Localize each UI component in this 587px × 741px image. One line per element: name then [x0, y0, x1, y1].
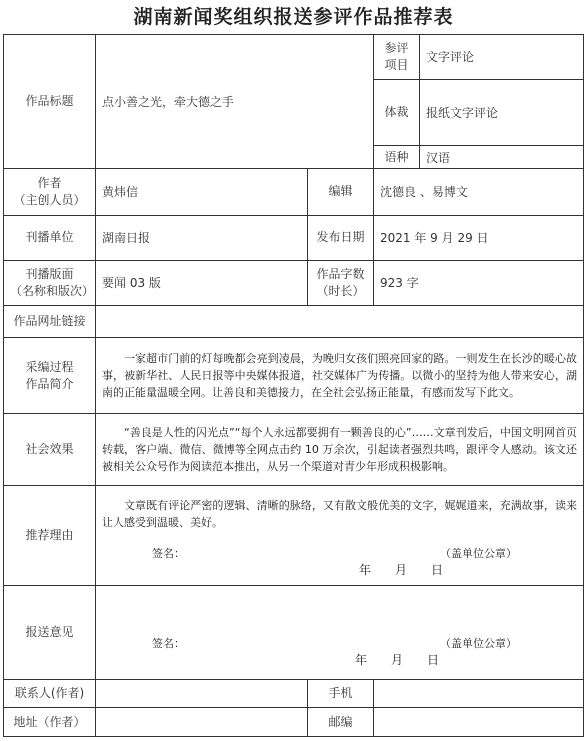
reason-block: 文章既有评论严密的逻辑、清晰的脉络，又有散文般优美的文字，娓娓道来，充满故事，读来让人感受到温暖、美好。 签名： （盖单位公章） 年 月 日 [96, 485, 584, 585]
language-label: 语种 [374, 146, 420, 168]
opinion-stamp-note: （盖单位公章） [440, 637, 518, 651]
phone-label: 手机 [308, 679, 374, 708]
editor-label: 编辑 [308, 168, 374, 215]
opinion-label: 报送意见 [4, 585, 96, 679]
reason-date: 年 月 日 [359, 563, 444, 578]
genre-label: 体裁 [374, 79, 420, 145]
url-label: 作品网址链接 [4, 305, 96, 338]
page-value: 要闻 03 版 [96, 260, 308, 305]
genre-value: 报纸文字评论 [420, 79, 584, 145]
publish-date-label: 发布日期 [308, 215, 374, 260]
publish-date-value: 2021 年 9 月 29 日 [374, 215, 584, 260]
publisher-label: 刊播单位 [4, 215, 96, 260]
postcode-label: 邮编 [308, 708, 374, 737]
opinion-block [96, 585, 584, 679]
publisher-value: 湖南日报 [96, 215, 308, 260]
address-value[interactable] [96, 708, 308, 737]
postcode-value[interactable] [374, 708, 584, 737]
address-label: 地址（作者） [4, 708, 96, 737]
opinion-sign-label: 签名： [152, 637, 185, 651]
process-text: 一家超市门前的灯每晚都会亮到凌晨，为晚归女孩们照亮回家的路。一则发生在长沙的暖心故事，被新华社、人民日报等中央媒体报道，社交媒体广为传播。以微小的坚持为他人带来安心，湖南的正能量温暖全网。让善良和美德接力，在全社会弘扬正能量，有感而发写下此文。 [96, 338, 584, 414]
effect-text: “善良是人性的闪光点”“每个人永远都要拥有一颗善良的心”……文章刊发后，中国文明网首页转载，客户端、微信、微博等全网点击约 10 万余次，引起读者强烈共鸣，跟评令人感动。该文还被相关公众号作为阅读范本推出，从另一个渠道对青少年形成积极影响。 [96, 414, 584, 486]
effect-label: 社会效果 [4, 414, 96, 486]
author-value: 黄炜信 [96, 168, 308, 215]
word-count-value: 923 字 [374, 260, 584, 305]
word-count-label: 作品字数 （时长） [308, 260, 374, 305]
reason-stamp-note: （盖单位公章） [440, 547, 518, 561]
author-label: 作者 （主创人员） [4, 168, 96, 215]
work-title-label: 作品标题 [4, 35, 96, 169]
entry-item-value: 文字评论 [420, 35, 584, 80]
recommendation-form [3, 34, 584, 737]
opinion-date: 年 月 日 [355, 653, 440, 668]
language-value: 汉语 [420, 146, 584, 168]
contact-value[interactable] [96, 679, 308, 708]
form-title: 湖南新闻奖组织报送参评作品推荐表 [133, 6, 454, 28]
page-label: 刊播版面 （名称和版次） [4, 260, 96, 305]
work-title-value: 点小善之光，牵大德之手 [96, 35, 374, 169]
phone-value[interactable] [374, 679, 584, 708]
reason-sign-label: 签名： [152, 547, 185, 561]
contact-label: 联系人(作者) [4, 679, 96, 708]
reason-label: 推荐理由 [4, 485, 96, 585]
entry-item-label: 参评 项目 [374, 35, 420, 80]
url-value[interactable] [96, 305, 584, 338]
editor-value: 沈德良 、易博文 [374, 168, 584, 215]
process-label: 采编过程 作品简介 [4, 338, 96, 414]
